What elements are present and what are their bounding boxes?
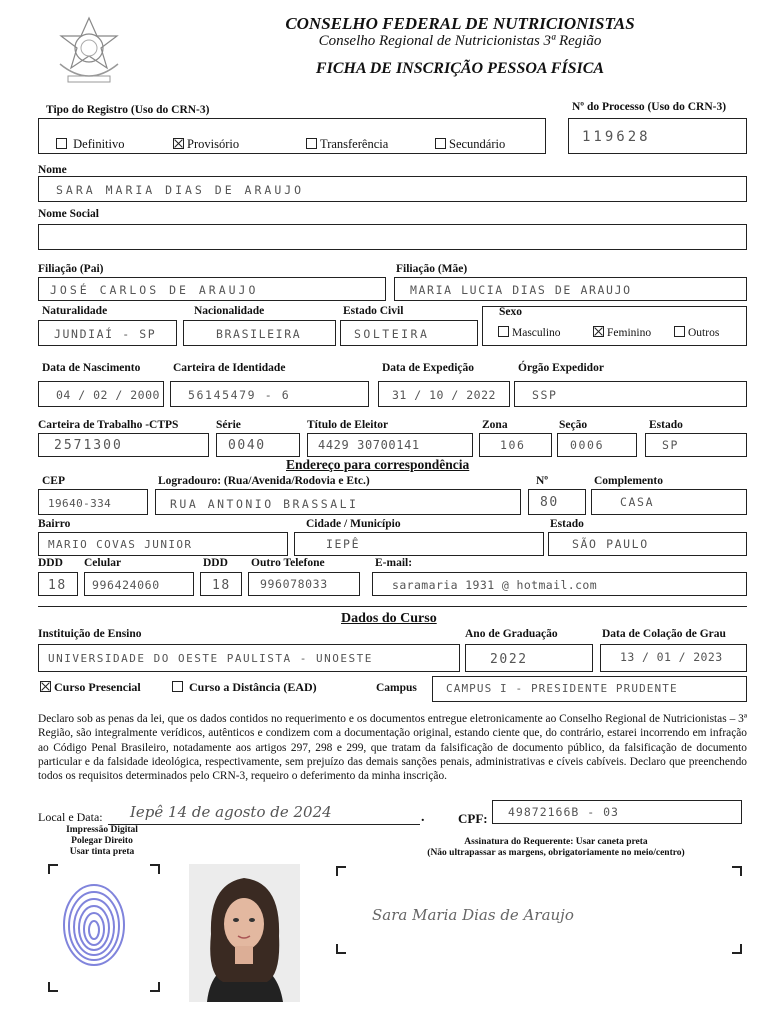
local-data-value: Iepê 14 de agosto de 2024 — [130, 803, 332, 821]
ano-graduacao-value: 2022 — [490, 652, 528, 667]
ddd2-value: 18 — [212, 578, 231, 593]
option-masculino-label: Masculino — [512, 327, 561, 339]
tipo-registro-label: Tipo do Registro (Uso do CRN-3) — [46, 104, 210, 116]
option-provisorio[interactable] — [173, 137, 239, 152]
section-divider — [38, 606, 747, 607]
option-provisorio-label: Provisório — [187, 137, 240, 151]
checkbox-feminino[interactable] — [593, 326, 604, 337]
titulo-value: 4429 30700141 — [318, 438, 420, 452]
sexo-label: Sexo — [499, 306, 522, 318]
logradouro-label: Logradouro: (Rua/Avenida/Rodovia e Etc.) — [158, 475, 370, 487]
cpf-value: 49872166B - 03 — [508, 805, 619, 819]
cidade-value: IEPÊ — [326, 537, 361, 551]
secao-label: Seção — [559, 419, 588, 431]
identidade-value: 56145479 - 6 — [188, 388, 291, 402]
nacionalidade-value: BRASILEIRA — [216, 327, 302, 341]
outro-telefone-value: 996078033 — [260, 577, 328, 591]
curso-section-title: Dados do Curso — [341, 611, 437, 626]
email-label: E-mail: — [375, 557, 413, 569]
estado-titulo-field[interactable] — [645, 433, 747, 457]
local-data-dot: . — [421, 810, 425, 825]
pai-label: Filiação (Pai) — [38, 263, 104, 275]
option-presencial[interactable] — [40, 680, 141, 695]
ddd-value: 18 — [48, 578, 67, 593]
expedicao-value: 31 / 10 / 2022 — [392, 388, 496, 402]
celular-value: 996424060 — [92, 578, 160, 592]
fingerprint-corner-tr — [150, 864, 160, 874]
email-value: saramaria 1931 @ hotmail.com — [392, 578, 598, 592]
ddd-label: DDD — [38, 557, 63, 569]
ctps-value: 2571300 — [54, 438, 123, 453]
serie-value: 0040 — [228, 438, 266, 453]
checkbox-ead[interactable] — [172, 681, 183, 692]
orgao-value: SSP — [532, 388, 558, 402]
mae-label: Filiação (Mãe) — [396, 263, 468, 275]
complemento-value: CASA — [620, 495, 655, 509]
checkbox-provisorio[interactable] — [173, 138, 184, 149]
option-feminino[interactable] — [593, 326, 651, 339]
option-outros-label: Outros — [688, 327, 720, 339]
option-masculino[interactable] — [498, 326, 561, 339]
digital-line2: Polegar Direito — [71, 836, 133, 846]
cep-value: 19640-334 — [48, 497, 112, 510]
checkbox-presencial[interactable] — [40, 681, 51, 692]
nascimento-label: Data de Nascimento — [42, 362, 141, 374]
zona-value: 106 — [500, 438, 526, 452]
complemento-field[interactable] — [591, 489, 747, 515]
option-feminino-label: Feminino — [607, 327, 652, 339]
zona-label: Zona — [482, 419, 508, 431]
numero-label: Nº — [536, 475, 549, 487]
celular-label: Celular — [84, 557, 122, 569]
nome-social-field[interactable] — [38, 224, 747, 250]
checkbox-outros[interactable] — [674, 326, 685, 337]
colacao-value: 13 / 01 / 2023 — [620, 650, 723, 664]
local-data-underline — [108, 824, 420, 825]
nome-social-label: Nome Social — [38, 208, 100, 220]
nacionalidade-label: Nacionalidade — [194, 305, 265, 317]
checkbox-definitivo[interactable] — [56, 138, 67, 149]
ctps-label: Carteira de Trabalho -CTPS — [38, 419, 179, 431]
ano-graduacao-label: Ano de Graduação — [465, 628, 558, 640]
naturalidade-value: JUNDIAÍ - SP — [54, 327, 157, 341]
org-subtitle: Conselho Regional de Nutricionistas 3ª Região — [318, 33, 602, 49]
signature-line1: Assinatura do Requerente: Usar caneta preta — [464, 837, 648, 847]
cep-label: CEP — [42, 475, 65, 487]
fingerprint-corner-tl — [48, 864, 58, 874]
fingerprint-corner-bl — [48, 982, 58, 992]
instituicao-value: UNIVERSIDADE DO OESTE PAULISTA - UNOESTE — [48, 652, 373, 665]
signature-line2: (Não ultrapassar as margens, obrigatoriamente no meio/centro) — [427, 848, 685, 858]
outro-telefone-label: Outro Telefone — [251, 557, 325, 569]
fingerprint-corner-br — [150, 982, 160, 992]
ano-graduacao-field[interactable] — [465, 644, 593, 672]
signature-corner-tl — [336, 866, 346, 876]
orgao-label: Órgão Expedidor — [518, 362, 604, 374]
expedicao-label: Data de Expedição — [382, 362, 474, 374]
numero-value: 80 — [540, 495, 559, 510]
declaration-text: Declaro sob as penas da lei, que os dados contidos no requerimento e os documentos entregue eletronicamente ao Conselho Regional de Nutricionistas – 3ª Região, são integralmente verídicos, autênticos e condizem com a documentação original, estando ciente que, do contrário, estarei incorrendo em infração ao Código Penal Brasileiro, notadamente aos artigos 297, 298 e 299, que tratam da falsificação de documento público, da falsificação de documento particular e da falsidade ideológica, respectivamente, sem prejuízo das demais sanções penais, administrativas e cíveis cabíveis. Declaro que preenchendo todos os requisitos determinados pelo CRN-3, requeiro o deferimento da minha inscrição. — [38, 713, 747, 783]
org-title: CONSELHO FEDERAL DE NUTRICIONISTAS — [285, 14, 635, 33]
cidade-label: Cidade / Município — [306, 518, 401, 530]
pai-value: JOSÉ CARLOS DE ARAUJO — [50, 283, 259, 297]
estado-titulo-value: SP — [662, 438, 680, 452]
estado-titulo-label: Estado — [649, 419, 683, 431]
option-secundario-label: Secundário — [449, 137, 506, 151]
processo-value: 119628 — [582, 129, 651, 145]
option-presencial-label: Curso Presencial — [54, 680, 141, 694]
option-transferencia-label: Transferência — [320, 137, 389, 151]
estado-civil-label: Estado Civil — [343, 305, 404, 317]
signature-corner-tr — [732, 866, 742, 876]
logradouro-value: RUA ANTONIO BRASSALI — [170, 497, 359, 511]
option-outros[interactable] — [674, 326, 719, 339]
bairro-label: Bairro — [38, 518, 71, 530]
estado-label: Estado — [550, 518, 584, 530]
colacao-label: Data de Colação de Grau — [602, 628, 726, 640]
titulo-label: Título de Eleitor — [307, 419, 389, 431]
checkbox-masculino[interactable] — [498, 326, 509, 337]
coat-of-arms-logo — [50, 14, 128, 94]
cpf-label: CPF: — [458, 811, 488, 826]
identidade-label: Carteira de Identidade — [173, 362, 286, 374]
serie-label: Série — [216, 419, 241, 431]
nascimento-value: 04 / 02 / 2000 — [56, 388, 160, 402]
checkbox-transferencia[interactable] — [306, 138, 317, 149]
option-definitivo-label: Definitivo — [73, 137, 125, 151]
campus-label: Campus — [376, 682, 417, 694]
estado-value: SÃO PAULO — [572, 537, 649, 551]
naturalidade-label: Naturalidade — [42, 305, 108, 317]
secao-value: 0006 — [570, 438, 605, 452]
option-secundario[interactable] — [435, 137, 505, 152]
signature-value: Sara Maria Dias de Araujo — [372, 906, 574, 924]
digital-instructions — [60, 825, 144, 858]
endereco-section-title: Endereço para correspondência — [286, 457, 470, 472]
signature-instructions — [396, 837, 716, 859]
processo-label: Nº do Processo (Uso do CRN-3) — [572, 101, 727, 113]
ddd2-label: DDD — [203, 557, 228, 569]
nome-value: SARA MARIA DIAS DE ARAUJO — [56, 183, 305, 197]
option-transferencia[interactable] — [306, 137, 388, 152]
option-ead-label: Curso a Distância (EAD) — [189, 680, 317, 694]
mae-value: MARIA LUCIA DIAS DE ARAUJO — [410, 283, 632, 297]
fingerprint-image — [60, 880, 128, 970]
digital-line3: Usar tinta preta — [69, 847, 135, 857]
complemento-label: Complemento — [594, 475, 663, 487]
campus-value: CAMPUS I - PRESIDENTE PRUDENTE — [446, 682, 678, 695]
bairro-value: MARIO COVAS JUNIOR — [48, 538, 193, 551]
signature-corner-br — [732, 944, 742, 954]
signature-corner-bl — [336, 944, 346, 954]
option-ead[interactable] — [172, 680, 317, 695]
nome-label: Nome — [38, 164, 67, 176]
checkbox-secundario[interactable] — [435, 138, 446, 149]
form-title: FICHA DE INSCRIÇÃO PESSOA FÍSICA — [315, 60, 605, 77]
digital-line1: Impressão Digital — [66, 825, 138, 835]
photo — [189, 864, 300, 1002]
option-definitivo[interactable] — [56, 137, 125, 152]
instituicao-label: Instituição de Ensino — [38, 628, 142, 640]
local-data-label: Local e Data: — [38, 810, 103, 824]
estado-civil-value: SOLTEIRA — [354, 327, 430, 341]
